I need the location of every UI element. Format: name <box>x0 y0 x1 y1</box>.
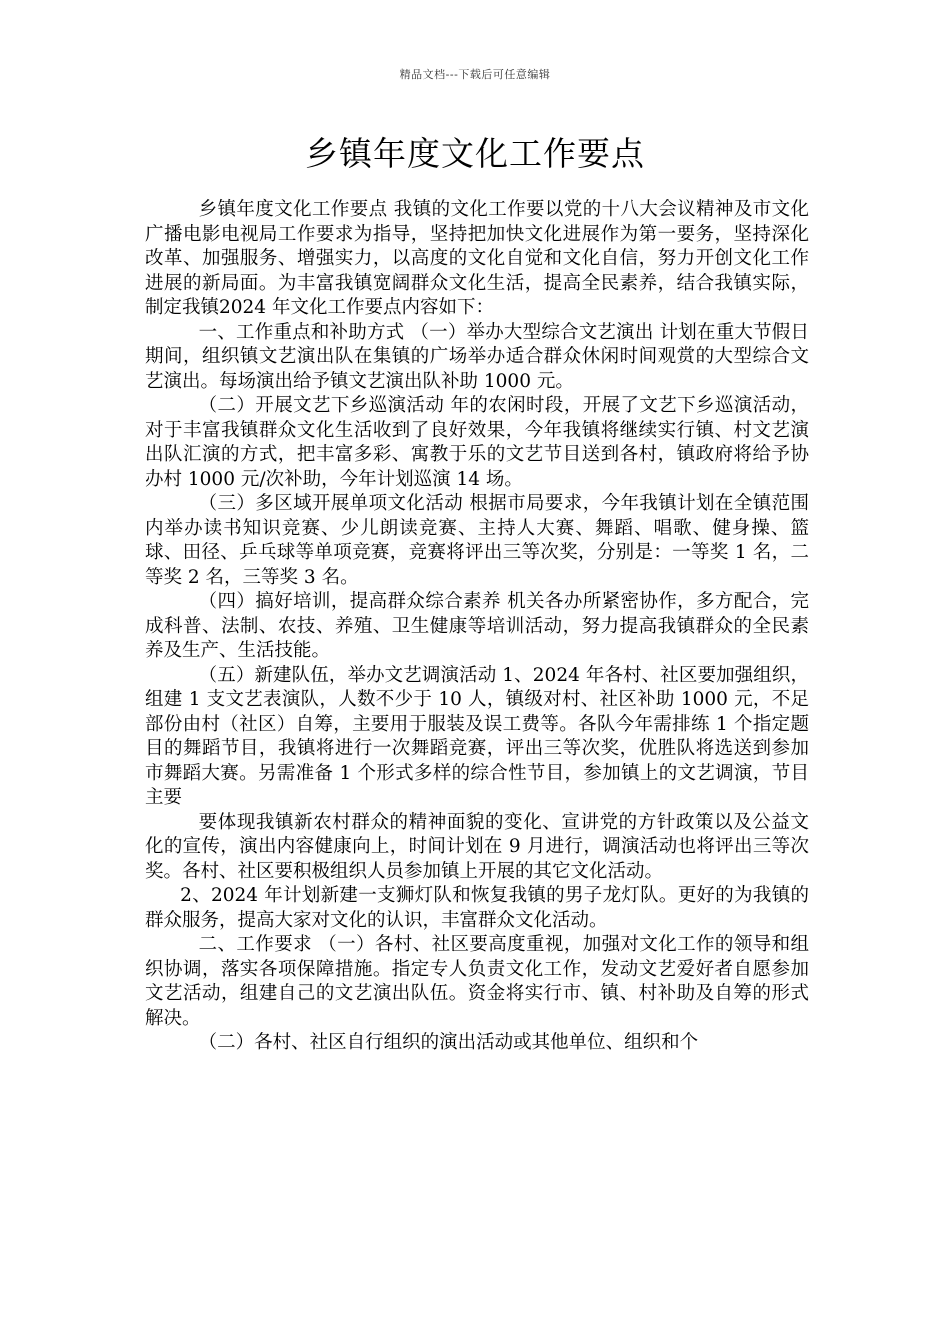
paragraph-item-3: （三）多区域开展单项文化活动 根据市局要求，今年我镇计划在全镇范围内举办读书知识竞赛、少儿朗读竞赛、主持人大赛、舞蹈、唱歌、健身操、篮球、田径、乒乓球等单项竞赛，竞赛将评出三等次奖，分别是：一等奖 1 名，二等奖 2 名，三等奖 3 名。 <box>145 493 809 588</box>
paragraph-continuation: 要体现我镇新农村群众的精神面貌的变化、宣讲党的方针政策以及公益文化的宣传，演出内容健康向上，时间计划在 9 月进行，调演活动也将评出三等次奖。各村、社区要积极组织人员参加镇上开展的其它文化活动。 <box>145 811 809 882</box>
paragraph-section-2: 二、工作要求 （一）各村、社区要高度重视，加强对文化工作的领导和组织协调，落实各项保障措施。指定专人负责文化工作，发动文艺爱好者自愿参加文艺活动，组建自己的文艺演出队伍。资金将实行市、镇、村补助及自筹的形式解决。 <box>145 934 809 1029</box>
paragraph-intro: 乡镇年度文化工作要点 我镇的文化工作要以党的十八大会议精神及市文化广播电影电视局工作要求为指导，坚持把加快文化进展作为第一要务，坚持深化改革、加强服务、增强实力，以高度的文化自觉和文化自信，努力开创文化工作进展的新局面。为丰富我镇宽阔群众文化生活，提高全民素养，结合我镇实际，制定我镇2024 年文化工作要点内容如下： <box>145 199 809 318</box>
paragraph-section-1: 一、工作重点和补助方式 （一）举办大型综合文艺演出 计划在重大节假日期间，组织镇文艺演出队在集镇的广场举办适合群众休闲时间观赏的大型综合文艺演出。每场演出给予镇文艺演出队补助 1000 元。 <box>145 321 809 392</box>
page-title: 乡镇年度文化工作要点 <box>305 134 645 173</box>
paragraph-item-5-2: 2、2024 年计划新建一支狮灯队和恢复我镇的男子龙灯队。更好的为我镇的群众服务，提高大家对文化的认识，丰富群众文化活动。 <box>145 885 809 931</box>
paragraph-item-4: （四）搞好培训，提高群众综合素养 机关各办所紧密协作，多方配合，完成科普、法制、农技、养殖、卫生健康等培训活动，努力提高我镇群众的全民素养及生产、生活技能。 <box>145 591 809 661</box>
document-body <box>145 198 809 1056</box>
header-note: 精品文档---下载后可任意编辑 <box>399 68 551 81</box>
paragraph-item-2: （二）开展文艺下乡巡演活动 年的农闲时段，开展了文艺下乡巡演活动，对于丰富我镇群众文化生活收到了良好效果，今年我镇将继续实行镇、村文艺演出队汇演的方式，把丰富多彩、寓教于乐的文艺节目送到各村，镇政府将给予协办村 1000 元/次补助，今年计划巡演 14 场。 <box>145 395 809 490</box>
paragraph-item-5: （五）新建队伍，举办文艺调演活动 1、2024 年各村、社区要加强组织，组建 1 支文艺表演队，人数不少于 10 人，镇级对村、社区补助 1000 元，不足部份由村（社区）自筹，主要用于服装及误工费等。各队今年需排练 1 个指定题目的舞蹈节目，我镇将进行一次舞蹈竞赛，评出三等次奖，优胜队将选送到参加市舞蹈大赛。另需准备 1 个形式多样的综合性节目，参加镇上的文艺调演，节目主要 <box>145 664 809 808</box>
paragraph-section-2-item-2: （二）各村、社区自行组织的演出活动或其他单位、组织和个 <box>198 1032 699 1053</box>
